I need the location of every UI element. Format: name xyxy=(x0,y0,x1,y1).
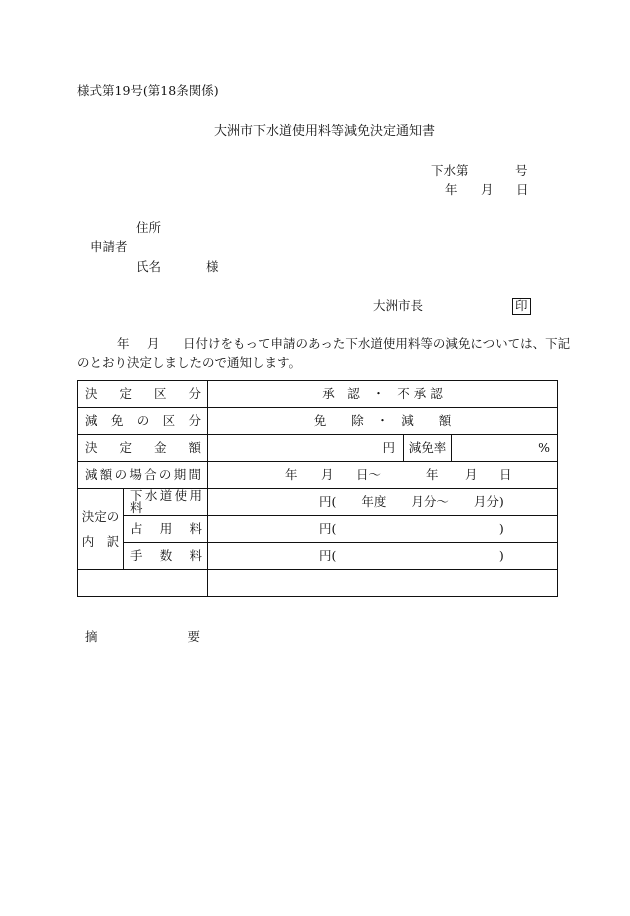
period-day2: 日 xyxy=(499,467,512,482)
body-year: 年 xyxy=(117,336,130,351)
decision-type-value: 承 認 ・ 不 承 認 xyxy=(208,381,558,408)
honorific: 様 xyxy=(206,259,219,274)
exemption-type-label: 減免の区分 xyxy=(78,408,208,435)
breakdown-occupancy-value: 円( ) xyxy=(208,516,558,543)
name-label: 氏名 xyxy=(136,259,162,274)
form-number: 様式第19号(第18条関係) xyxy=(77,83,219,98)
row-reduction-period xyxy=(78,462,558,489)
decision-table xyxy=(77,380,558,644)
remarks-char1: 摘 xyxy=(85,629,98,644)
seal-mark: 印 xyxy=(512,298,531,315)
period-year: 年 xyxy=(285,467,298,482)
breakdown-sewer-value: 円( 年度 月分〜 月分) xyxy=(208,489,558,516)
row-exemption-type xyxy=(78,408,558,435)
row-decision-type xyxy=(78,381,558,408)
row-decision-amount xyxy=(78,435,558,462)
body-line2: のとおり決定しましたので通知します。 xyxy=(77,355,302,370)
breakdown-label-line1: 決定の xyxy=(81,509,120,524)
decision-type-label: 決定区分 xyxy=(78,381,208,408)
decision-amount-yen: 円 xyxy=(208,435,404,462)
exemption-rate-percent: % xyxy=(452,435,558,462)
remarks-label xyxy=(78,570,208,644)
reduction-period-label: 減額の場合の期間 xyxy=(78,462,208,489)
reduction-period-value xyxy=(208,462,558,489)
remarks-value xyxy=(208,570,558,597)
row-breakdown-sewer xyxy=(78,489,558,516)
date-year: 年 xyxy=(445,182,458,197)
exemption-rate-label: 減免率 xyxy=(404,435,452,462)
row-breakdown-fee xyxy=(78,543,558,570)
doc-number-prefix: 下水第 xyxy=(431,163,469,178)
period-day-from: 日〜 xyxy=(356,467,382,482)
applicant-label: 申請者 xyxy=(90,239,128,254)
remarks-char2: 要 xyxy=(187,629,200,644)
date-month: 月 xyxy=(481,182,494,197)
address-label: 住所 xyxy=(136,220,162,235)
period-year2: 年 xyxy=(426,467,439,482)
period-month2: 月 xyxy=(465,467,478,482)
decision-amount-label: 決定金額 xyxy=(78,435,208,462)
doc-number-suffix: 号 xyxy=(515,163,528,178)
row-remarks xyxy=(78,570,558,597)
document-title: 大洲市下水道使用料等減免決定通知書 xyxy=(214,124,436,139)
breakdown-label xyxy=(78,489,124,570)
issuer-title: 大洲市長 xyxy=(373,298,424,313)
period-month: 月 xyxy=(321,467,334,482)
breakdown-label-line2: 内 訳 xyxy=(81,534,120,549)
body-line1: 日付けをもって申請のあった下水道使用料等の減免については、下記 xyxy=(183,336,571,351)
breakdown-fee-value: 円( ) xyxy=(208,543,558,570)
row-breakdown-occupancy xyxy=(78,516,558,543)
breakdown-sewer-label: 下水道使用料 xyxy=(124,489,208,516)
breakdown-fee-label: 手数料 xyxy=(124,543,208,570)
date-day: 日 xyxy=(516,182,529,197)
exemption-type-value: 免 除 ・ 減 額 xyxy=(208,408,558,435)
breakdown-occupancy-label: 占用料 xyxy=(124,516,208,543)
body-month: 月 xyxy=(147,336,160,351)
